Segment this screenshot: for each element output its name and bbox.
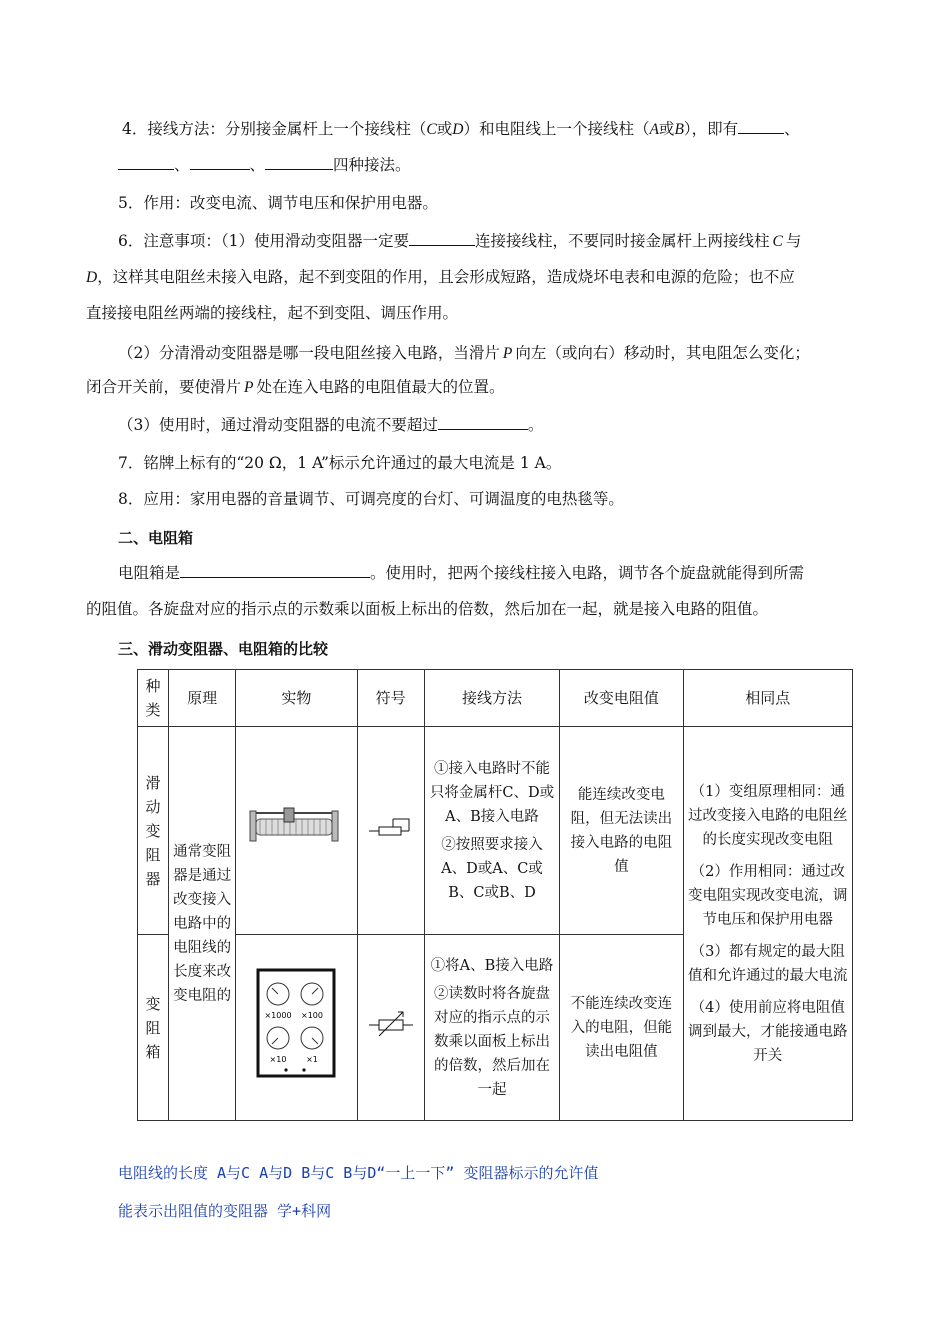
- header-principle: 原理: [169, 670, 236, 727]
- item6-2-line1: [118, 336, 863, 371]
- box-line1: [118, 556, 863, 590]
- text: 6．注意事项：（1）使用滑动变阻器一定要: [118, 232, 409, 250]
- dial-label-1000: ×1000: [264, 1011, 292, 1020]
- var-d: D: [452, 121, 464, 138]
- item6-3: [118, 408, 863, 442]
- var-p: P: [502, 345, 513, 362]
- text: ），即有: [683, 120, 739, 138]
- header-kind: 种类: [138, 670, 169, 727]
- rheostat-wiring: [424, 727, 559, 935]
- text: 、: [174, 156, 190, 174]
- text: 与: [785, 232, 802, 250]
- text: 、: [249, 156, 266, 174]
- item7: 7．铭牌上标有的“20 Ω，1 A”标示允许通过的最大电流是 1 A。: [118, 454, 562, 472]
- header-wiring: 接线方法: [424, 670, 559, 727]
- text: 连接接线柱，不要同时接金属杆上两接线柱: [474, 232, 770, 250]
- common-3: （3）都有规定的最大阻值和允许通过的最大电流: [688, 943, 848, 984]
- kind-resistance-box: 变阻箱: [138, 935, 169, 1121]
- blank-6[interactable]: [438, 413, 528, 430]
- item4-line1: [118, 112, 863, 147]
- dial-label-10: ×10: [269, 1055, 287, 1064]
- dial-label-100: ×100: [301, 1011, 324, 1020]
- box-wiring-2: ②读数时将各旋盘对应的指示点的示数乘以面板上标出的倍数，然后加在一起: [433, 985, 550, 1098]
- resistance-box-picture: [256, 968, 336, 1080]
- var-p: P: [244, 379, 254, 396]
- text: 处在连入电路的电阻值最大的位置。: [256, 378, 505, 396]
- text: 。使用时，把两个接线柱接入电路，调节各个旋盘就能得到所需: [370, 564, 805, 582]
- common-points: [683, 727, 853, 1121]
- text: 4．接线方法：分别接金属杆上一个接线柱（: [122, 120, 427, 138]
- rheostat-picture: [244, 797, 348, 857]
- comparison-table: [137, 669, 853, 1121]
- resistance-box-wiring: [424, 935, 559, 1121]
- blank-7[interactable]: [180, 561, 370, 578]
- var-c: C: [772, 233, 783, 250]
- rheostat-change: 能连续改变电阻，但无法读出接入电路的电阻值: [560, 727, 683, 935]
- text: （2）分清滑动变阻器是哪一段电阻丝接入电路，当滑片: [118, 344, 500, 362]
- text: 或: [436, 120, 453, 138]
- resistance-box-symbol-cell: [357, 935, 424, 1121]
- text: 或: [658, 120, 675, 138]
- header-change: 改变电阻值: [560, 670, 683, 727]
- table-header-row: [138, 670, 853, 727]
- blank-1[interactable]: [738, 117, 784, 134]
- item6-line3: 直接接电阻丝两端的接线柱，起不到变阻、调压作用。: [86, 304, 459, 322]
- header-symbol: 符号: [357, 670, 424, 727]
- answer-line-1: 电阻线的长度 A与C A与D B与C B与D“一上一下” 变阻器标示的允许值: [118, 1164, 599, 1182]
- dial-label-1: ×1: [306, 1055, 319, 1064]
- blank-2[interactable]: [118, 153, 174, 170]
- resistance-box-image: [236, 935, 357, 1121]
- text: （3）使用时，通过滑动变阻器的电流不要超过: [118, 416, 438, 434]
- text: 闭合开关前，要使滑片: [86, 378, 242, 396]
- box-wiring-1: ①将A、B接入电路: [430, 957, 554, 974]
- text: ，这样其电阻丝未接入电路，起不到变阻的作用，且会形成短路，造成烧坏电表和电源的危险；也不应: [97, 268, 795, 286]
- header-common: 相同点: [683, 670, 853, 727]
- text: 。: [527, 416, 544, 434]
- item6-line1: [118, 224, 863, 259]
- rheostat-image: [236, 727, 357, 935]
- common-1: （1）变组原理相同：通过改变接入电路的电阻丝的长度实现改变电阻: [688, 783, 848, 848]
- text: 、: [784, 120, 800, 138]
- item4-line2: [118, 148, 863, 182]
- blank-4[interactable]: [265, 153, 333, 170]
- section-3-title: 三、滑动变阻器、电阻箱的比较: [118, 640, 329, 658]
- header-object: 实物: [236, 670, 357, 727]
- rheostat-wiring-2: ②按照要求接入A、D或A、C或B、C或B、D: [441, 836, 543, 901]
- text: 向左（或向右）移动时，其电阻怎么变化；: [515, 344, 810, 362]
- answer-line-2: 能表示出阻值的变阻器 学+科网: [118, 1202, 332, 1220]
- text: 电阻箱是: [118, 564, 181, 582]
- blank-3[interactable]: [190, 153, 250, 170]
- resistance-box-change: 不能连续改变连入的电阻，但能读出电阻值: [560, 935, 683, 1121]
- blank-5[interactable]: [409, 229, 475, 246]
- item5: 5．作用：改变电流、调节电压和保护用电器。: [118, 194, 438, 212]
- kind-rheostat: 滑动变阻器: [138, 727, 169, 935]
- section-2-title: 二、电阻箱: [118, 529, 194, 547]
- var-d: D: [86, 269, 98, 286]
- item8: 8．应用：家用电器的音量调节、可调亮度的台灯、可调温度的电热毯等。: [118, 490, 624, 508]
- common-2: （2）作用相同：通过改变电阻实现改变电流，调节电压和保护用电器: [688, 863, 848, 928]
- rheostat-wiring-1: ①接入电路时不能只将金属杆C、D或A、B接入电路: [429, 760, 555, 825]
- rheostat-symbol-cell: [357, 727, 424, 935]
- var-b: B: [674, 121, 684, 138]
- text: ）和电阻线上一个接线柱（: [463, 120, 650, 138]
- var-c: C: [426, 121, 437, 138]
- text: 四种接法。: [333, 156, 411, 174]
- item6-2-line2: [86, 370, 876, 405]
- principle-cell: 通常变阻器是通过改变接入电路中的电阻线的长度来改变电阻的: [169, 727, 236, 1121]
- box-line2: 的阻值。各旋盘对应的指示点的示数乘以面板上标出的倍数，然后加在一起，就是接入电路的阻值。: [86, 600, 769, 618]
- resistance-box-symbol: [369, 1008, 413, 1040]
- rheostat-symbol: [369, 815, 413, 839]
- common-4: （4）使用前应将电阻值调到最大，才能接通电路开关: [688, 999, 848, 1064]
- var-a: A: [649, 121, 659, 138]
- table-row: [138, 727, 853, 935]
- item6-line2: [86, 260, 876, 295]
